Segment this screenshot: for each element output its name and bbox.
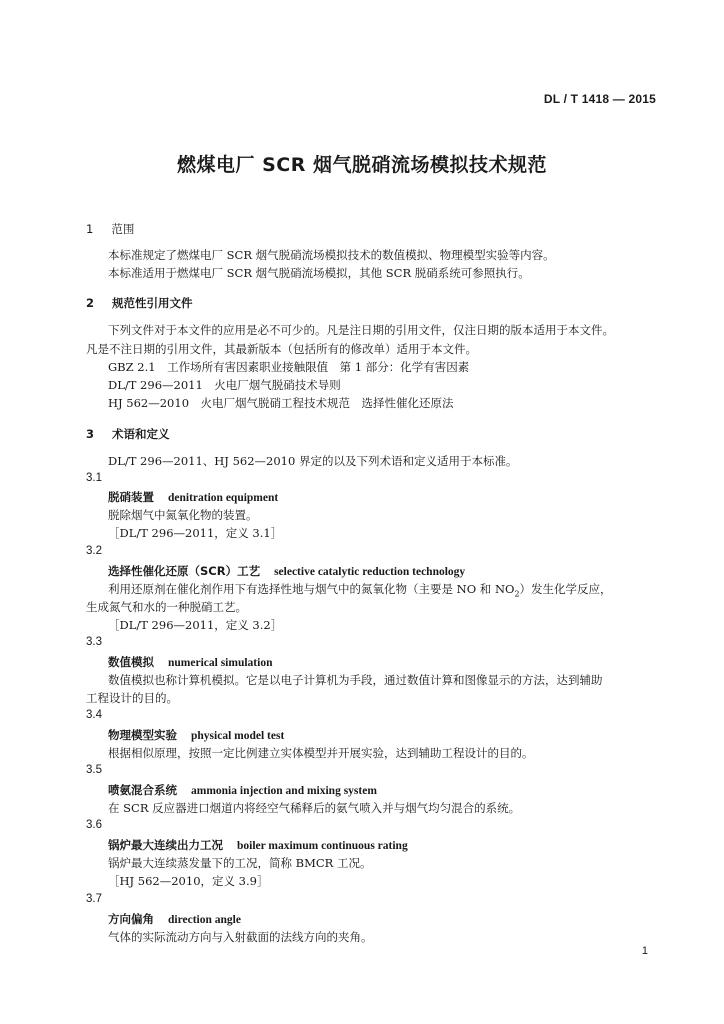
section-3-intro: DL/T 296—2011、HJ 562—2010 界定的以及下列术语和定义适用于本标准。 <box>108 454 518 468</box>
term-heading <box>108 837 408 853</box>
section-3-number: 3 <box>86 427 95 441</box>
term-definition: 锅炉最大连续蒸发量下的工况，简称 BMCR 工况。 <box>108 856 372 870</box>
term-en: ammonia injection and mixing system <box>191 785 377 797</box>
term-number: 3.4 <box>86 709 102 721</box>
term-en: denitration equipment <box>168 492 279 504</box>
subscript: 2 <box>514 589 520 599</box>
term-number: 3.2 <box>86 545 102 557</box>
term-zh: 脱硝装置 <box>108 490 154 504</box>
section-1-para-1: 本标准规定了燃煤电厂 SCR 烟气脱硝流场模拟技术的数值模拟、物理模型实验等内容。 <box>108 248 555 262</box>
term-number: 3.1 <box>86 472 102 484</box>
term-definition: 数值模拟也称计算机模拟。它是以电子计算机为手段，通过数值计算和图像显示的方法，达到辅助 <box>108 673 603 687</box>
term-heading <box>108 563 465 579</box>
term-heading <box>108 654 272 670</box>
term-heading <box>108 727 284 743</box>
term-source: ［DL/T 296—2011，定义 3.1］ <box>108 526 283 540</box>
page-number: 1 <box>641 945 648 957</box>
term-heading <box>108 911 241 927</box>
term-definition: 根据相似原理，按照一定比例建立实体模型并开展实验，达到辅助工程设计的目的。 <box>108 746 534 760</box>
section-1-number: 1 <box>86 222 94 236</box>
term-definition-tail: ）发生化学反应， <box>519 582 612 596</box>
term-number: 3.3 <box>86 636 102 648</box>
section-1-para-2: 本标准适用于燃煤电厂 SCR 烟气脱硝流场模拟，其他 SCR 脱硝系统可参照执行。 <box>108 266 530 280</box>
term-definition: 脱除烟气中氮氧化物的装置。 <box>108 508 258 522</box>
term-zh: 物理模型实验 <box>108 728 177 742</box>
section-3-heading <box>86 426 170 442</box>
section-2-title: 规范性引用文件 <box>112 296 193 310</box>
section-1-title: 范围 <box>111 222 135 236</box>
term-number: 3.5 <box>86 764 102 776</box>
section-1-heading <box>86 221 134 237</box>
term-zh: 数值模拟 <box>108 655 154 669</box>
standard-code: DL / T 1418 — 2015 <box>543 92 656 106</box>
section-2-para-line-1: 下列文件对于本文件的应用是必不可少的。凡是注日期的引用文件，仅注日期的版本适用于本文件。 <box>108 323 614 337</box>
section-3-title: 术语和定义 <box>112 427 170 441</box>
term-en: selective catalytic reduction technology <box>274 566 466 578</box>
reference-item: GBZ 2.1 工作场所有害因素职业接触限值 第 1 部分：化学有害因素 <box>108 360 470 374</box>
term-en: boiler maximum continuous rating <box>237 840 408 852</box>
term-definition: 气体的实际流动方向与入射截面的法线方向的夹角。 <box>108 930 373 944</box>
term-number: 3.7 <box>86 893 102 905</box>
section-2-para-line-2: 凡是不注日期的引用文件，其最新版本（包括所有的修改单）适用于本文件。 <box>86 342 477 356</box>
reference-item: HJ 562—2010 火电厂烟气脱硝工程技术规范 选择性催化还原法 <box>108 396 454 410</box>
term-heading <box>108 489 278 505</box>
term-zh: 方向偏角 <box>108 912 154 926</box>
term-zh: 锅炉最大连续出力工况 <box>108 838 223 852</box>
term-definition: 在 SCR 反应器进口烟道内将经空气稀释后的氨气喷入并与烟气均匀混合的系统。 <box>108 801 521 815</box>
term-source: ［HJ 562—2010，定义 3.9］ <box>108 874 269 888</box>
term-source: ［DL/T 296—2011，定义 3.2］ <box>108 618 283 632</box>
term-zh: 喷氨混合系统 <box>108 783 177 797</box>
term-zh: 选择性催化还原（SCR）工艺 <box>108 564 261 578</box>
term-definition-line-2: 生成氮气和水的一种脱硝工艺。 <box>86 600 247 614</box>
term-definition-line-2: 工程设计的目的。 <box>86 691 178 705</box>
term-heading <box>108 782 377 798</box>
section-2-number: 2 <box>86 296 95 310</box>
document-title: 燃煤电厂 SCR 烟气脱硝流场模拟技术规范 <box>177 154 547 176</box>
term-number: 3.6 <box>86 819 102 831</box>
term-en: numerical simulation <box>168 657 273 669</box>
term-en: physical model test <box>191 730 285 742</box>
term-definition-text: 利用还原剂在催化剂作用下有选择性地与烟气中的氮氧化物（主要是 NO 和 NO <box>108 582 515 596</box>
section-2-heading <box>86 295 193 311</box>
reference-item: DL/T 296—2011 火电厂烟气脱硝技术导则 <box>108 378 341 392</box>
term-en: direction angle <box>168 914 241 926</box>
